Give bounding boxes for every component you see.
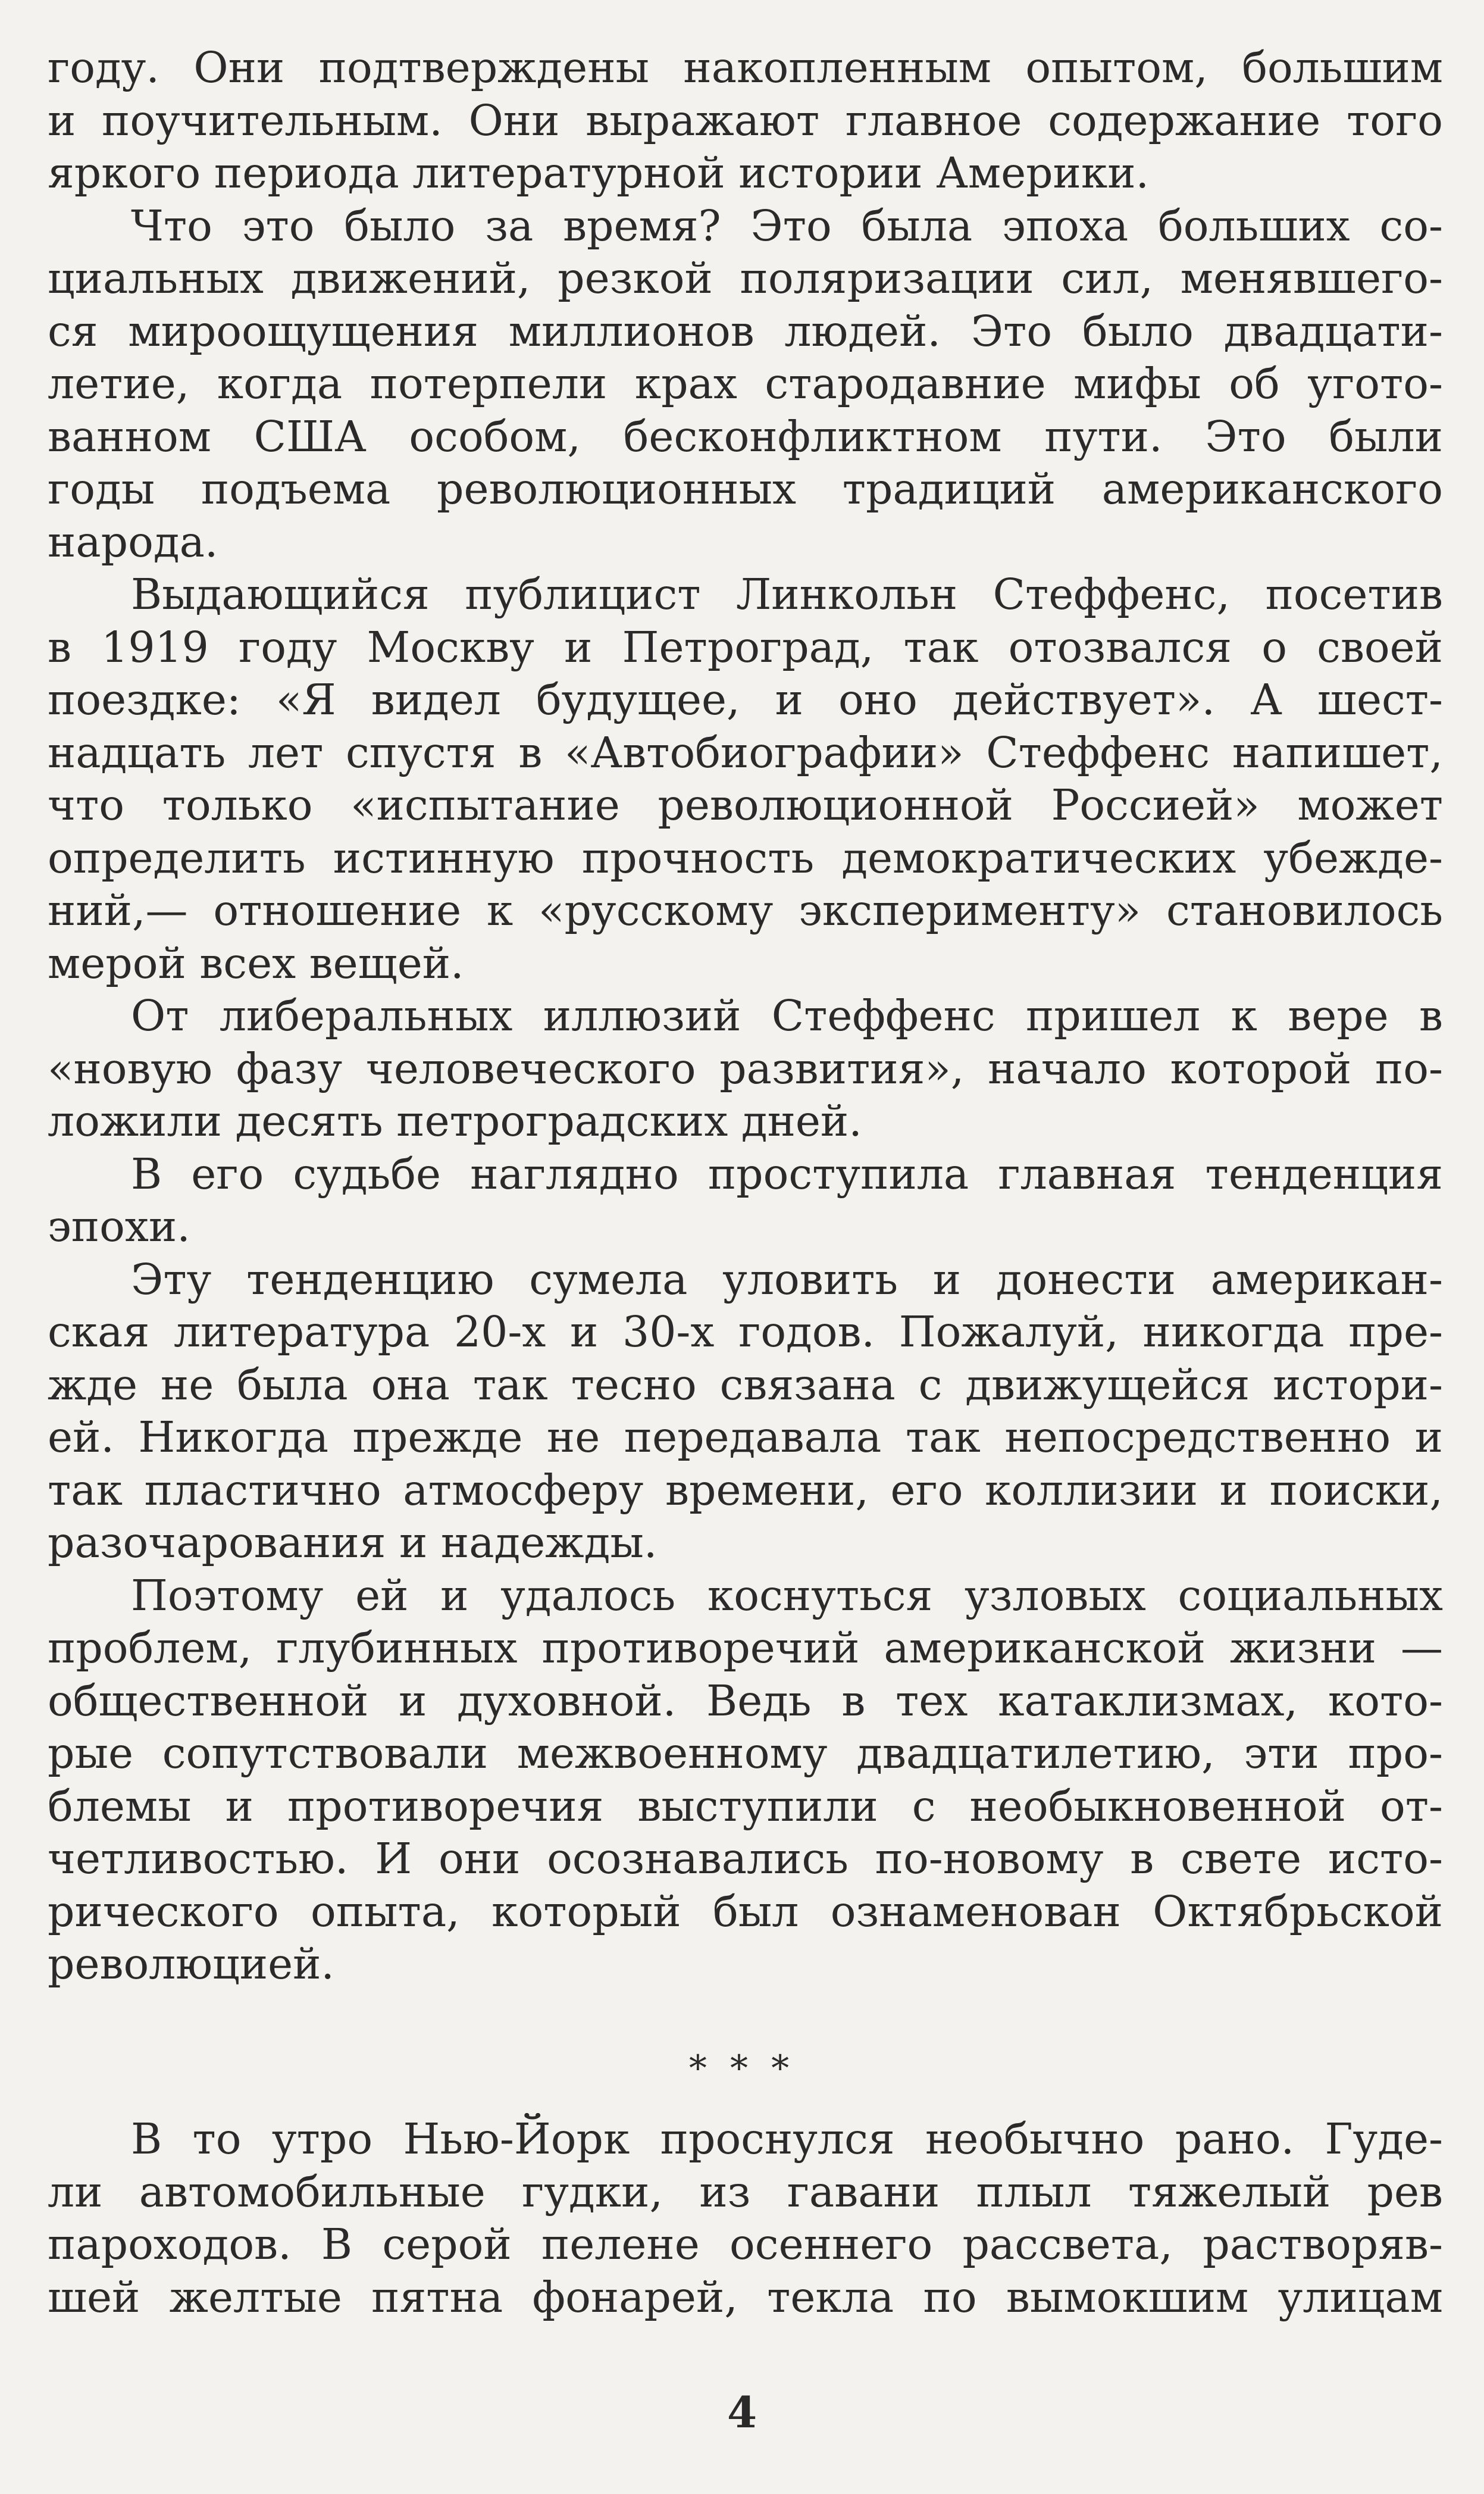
text-line: блемы и противоречия выступили с необыкновенной от-	[48, 1781, 1443, 1831]
text-line: Эту тенденцию сумела уловить и донести американ-	[131, 1254, 1443, 1304]
paragraph-4	[48, 990, 1443, 1148]
text-line: революцией.	[48, 1939, 334, 1989]
text-line: народа.	[48, 517, 218, 567]
section-divider: * * *	[688, 2048, 796, 2089]
main-text	[48, 42, 1443, 1991]
text-line: ли автомобильные гудки, из гавани плыл тяжелый рев	[48, 2167, 1443, 2217]
text-line: В то утро Нью-Йорк проснулся необычно рано. Гуде-	[131, 2114, 1443, 2164]
text-line: и поучительным. Они выражают главное содержание того	[48, 95, 1443, 145]
paragraph-7	[48, 1570, 1443, 1991]
text-line: циальных движений, резкой поляризации сил, менявшего-	[48, 254, 1443, 303]
text-line: ний,— отношение к «русскому эксперименту» становилось	[48, 886, 1443, 935]
text-line: От либеральных иллюзий Стеффенс пришел к вере в	[131, 991, 1443, 1040]
paragraph-3	[48, 568, 1443, 990]
text-line: определить истинную прочность демократических убежде-	[48, 833, 1443, 883]
text-line: четливостью. И они осознавались по-новому в свете исто-	[48, 1834, 1443, 1883]
text-line: ся мироощущения миллионов людей. Это было двадцати-	[48, 306, 1443, 356]
text-line: ванном США особом, бесконфликтном пути. Это были	[48, 411, 1443, 461]
paragraph-8	[48, 2113, 1443, 2324]
paragraph-1	[48, 42, 1443, 200]
text-line: летие, когда потерпели крах стародавние мифы об угото-	[48, 359, 1443, 408]
text-line: яркого периода литературной истории Америки.	[48, 148, 1150, 198]
text-line: рые сопутствовали межвоенному двадцатилетию, эти про-	[48, 1729, 1443, 1778]
text-line: годы подъема революционных традиций американского	[48, 464, 1443, 514]
text-line: эпохи.	[48, 1202, 190, 1251]
text-line: общественной и духовной. Ведь в тех катаклизмах, кото-	[48, 1676, 1443, 1726]
text-line: проблем, глубинных противоречий американской жизни —	[48, 1623, 1443, 1673]
paragraph-2	[48, 200, 1443, 569]
text-line: ей. Никогда прежде не передавала так непосредственно и	[48, 1412, 1443, 1462]
paragraph-6	[48, 1254, 1443, 1570]
text-line: Поэтому ей и удалось коснуться узловых социальных	[131, 1570, 1443, 1620]
text-line: году. Они подтверждены накопленным опытом, большим	[48, 43, 1443, 92]
page-number: 4	[727, 2387, 757, 2437]
text-line: в 1919 году Москву и Петроград, так отозвался о своей	[48, 622, 1443, 672]
text-line: поездке: «Я видел будущее, и оно действует». А шест-	[48, 675, 1443, 724]
text-line: надцать лет спустя в «Автобиографии» Стеффенс напишет,	[48, 727, 1443, 777]
main-text-continued	[48, 2113, 1443, 2324]
text-line: что только «испытание революционной Россией» может	[48, 780, 1443, 830]
text-line: пароходов. В серой пелене осеннего рассвета, растворяв-	[48, 2220, 1443, 2269]
text-line: разочарования и надежды.	[48, 1518, 658, 1567]
text-line: Что это было за время? Это была эпоха больших со-	[131, 201, 1443, 251]
text-line: Выдающийся публицист Линкольн Стеффенс, посетив	[131, 570, 1443, 619]
paragraph-5	[48, 1148, 1443, 1254]
text-line: мерой всех вещей.	[48, 938, 464, 988]
text-line: жде не была она так тесно связана с движущейся истори-	[48, 1359, 1443, 1409]
text-line: шей желтые пятна фонарей, текла по вымокшим улицам	[48, 2272, 1443, 2322]
text-line: В его судьбе наглядно проступила главная тенденция	[131, 1149, 1443, 1199]
text-line: рического опыта, который был ознаменован Октябрьской	[48, 1886, 1443, 1936]
text-line: «новую фазу человеческого развития», начало которой по-	[48, 1043, 1443, 1093]
text-line: ская литература 20-х и 30-х годов. Пожалуй, никогда пре-	[48, 1307, 1443, 1357]
text-line: так пластично атмосферу времени, его коллизии и поиски,	[48, 1465, 1443, 1515]
text-line: ложили десять петроградских дней.	[48, 1096, 862, 1146]
